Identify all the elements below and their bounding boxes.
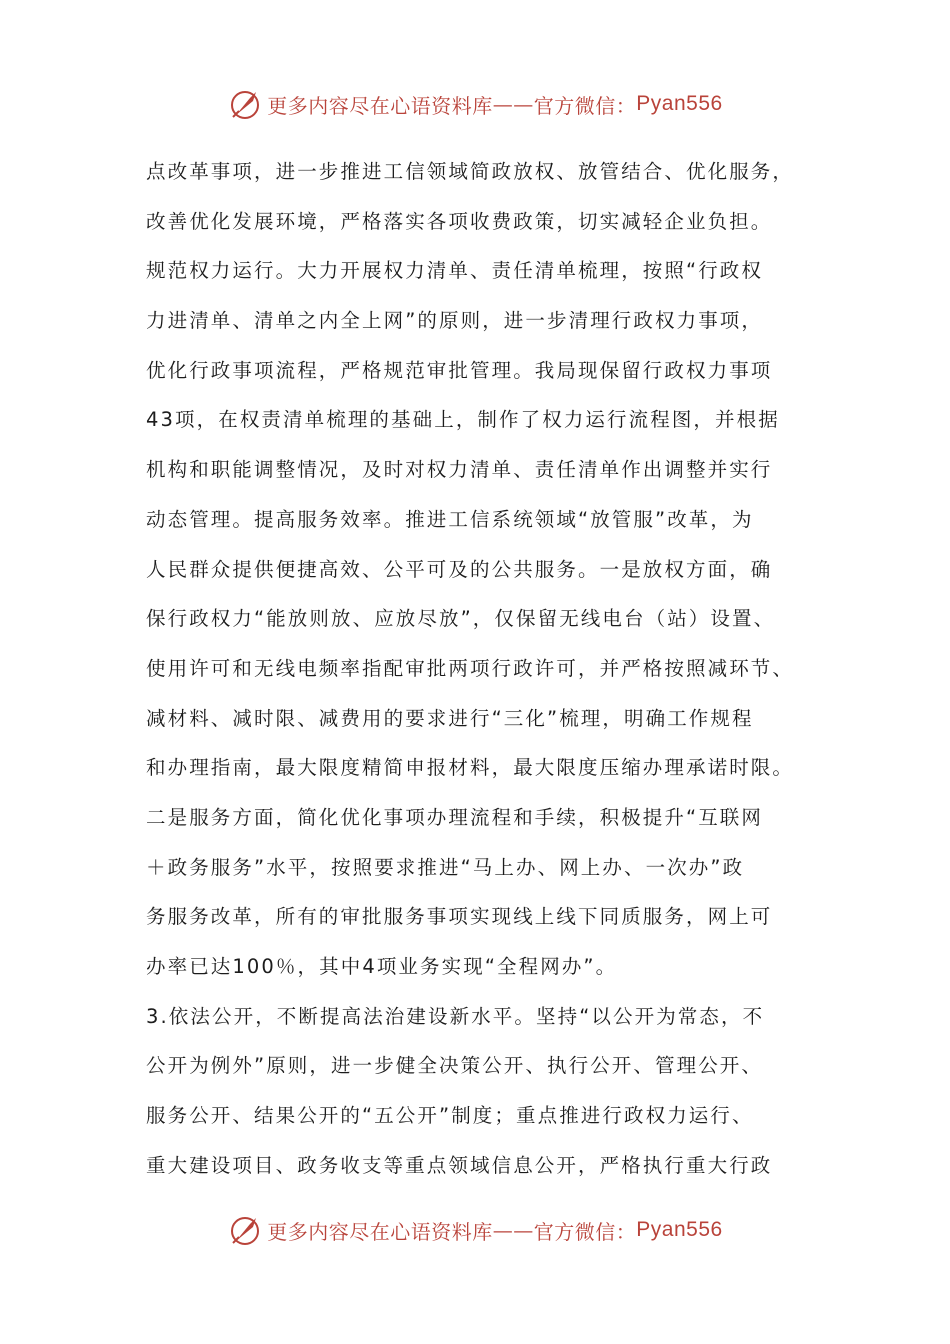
- text-line: 力进清单、清单之内全上网”的原则，进一步清理行政权力事项，: [146, 309, 764, 333]
- text-line: 保行政权力“能放则放、应放尽放”，仅保留无线电台（站）设置、: [146, 607, 776, 631]
- watermark-dash: ——: [492, 92, 534, 116]
- text-line: 使用许可和无线电频率指配审批两项行政许可，并严格按照减环节、: [146, 656, 795, 680]
- text-line: 动态管理。提高服务效率。推进工信系统领域“放管服”改革，为: [146, 507, 754, 531]
- text-line: 机构和职能调整情况，及时对权力清单、责任清单作出调整并实行: [146, 458, 773, 482]
- quill-logo-icon: [227, 1212, 263, 1248]
- text-line: 点改革事项，进一步推进工信领域简政放权、放管结合、优化服务，: [146, 160, 795, 183]
- text-line: 服务公开、结果公开的“五公开”制度；重点推进行政权力运行、: [146, 1104, 754, 1128]
- text-line: 重大建设项目、政务收支等重点领域信息公开，严格执行重大行政: [146, 1153, 773, 1177]
- text-line: 规范权力运行。大力开展权力清单、责任清单梳理，按照“行政权: [146, 259, 764, 283]
- text-line: 人民群众提供便捷高效、公平可及的公共服务。一是放权方面，确: [146, 557, 773, 581]
- text-line: 和办理指南，最大限度精简申报材料，最大限度压缩办理承诺时限。: [146, 756, 795, 780]
- watermark-contact-id: Pyan556: [636, 92, 723, 115]
- quill-logo-icon: [227, 86, 263, 122]
- text-line: 43项，在权责清单梳理的基础上，制作了权力运行流程图，并根据: [146, 408, 780, 432]
- text-line: 二是服务方面，简化优化事项办理流程和手续，积极提升“互联网: [146, 805, 764, 829]
- text-line: 公开为例外”原则，进一步健全决策公开、执行公开、管理公开、: [146, 1054, 764, 1078]
- text-line: 3.依法公开，不断提高法治建设新水平。坚持“以公开为常态，不: [146, 1004, 765, 1028]
- footer-watermark: [0, 1210, 950, 1250]
- text-line: 优化行政事项流程，严格规范审批管理。我局现保留行政权力事项: [146, 358, 773, 382]
- text-line: 改善优化发展环境，严格落实各项收费政策，切实减轻企业负担。: [146, 209, 773, 233]
- document-body: [146, 154, 836, 1197]
- header-watermark: [0, 84, 950, 124]
- watermark-site: 更多内容尽在心语资料库: [267, 93, 493, 118]
- text-line: ＋政务服务”水平，按照要求推进“马上办、网上办、一次办”政: [146, 855, 745, 879]
- text-line: 减材料、减时限、减费用的要求进行“三化”梳理，明确工作规程: [146, 706, 754, 730]
- watermark-site: 更多内容尽在心语资料库: [267, 1219, 493, 1244]
- text-line: 务服务改革，所有的审批服务事项实现线上线下同质服务，网上可: [146, 905, 773, 929]
- watermark-contact-label: 官方微信：: [533, 93, 637, 118]
- watermark-contact-label: 官方微信：: [533, 1219, 637, 1244]
- text-line: 办率已达100％，其中4项业务实现“全程网办”。: [146, 955, 618, 978]
- watermark-contact-id: Pyan556: [636, 1218, 723, 1241]
- watermark-dash: ——: [492, 1218, 534, 1242]
